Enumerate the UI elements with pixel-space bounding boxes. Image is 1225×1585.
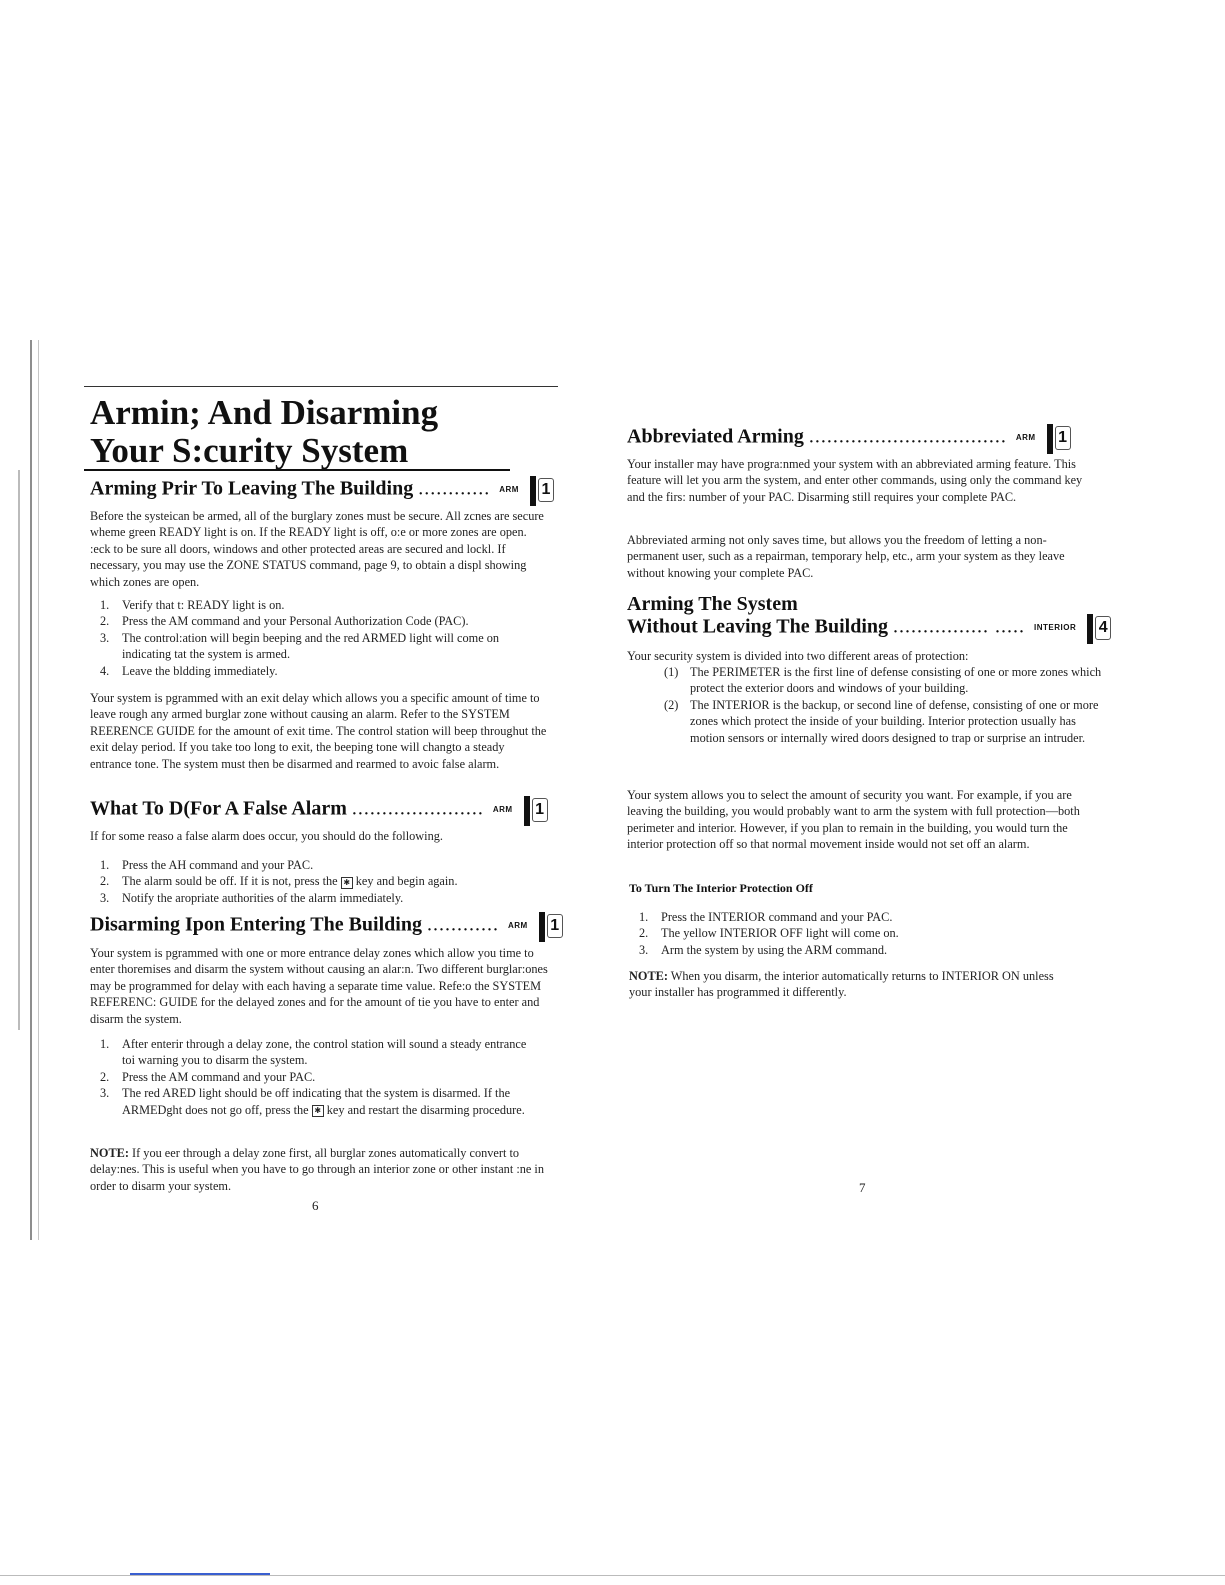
leader-dots: ................................. [808,425,1007,448]
heading-text: Abbreviated Arming [627,425,804,448]
list-item: 3. Arm the system by using the ARM command. [639,942,888,957]
heading-false-alarm [90,794,548,826]
list-item: 1. Press the INTERIOR command and your PAC. [639,910,893,924]
page-number: 7 [859,1180,866,1195]
list-item: 2. Press the AM command and your PAC. [100,1069,316,1084]
leader-dots: ............ [426,913,499,936]
leader-dots: ................ ..... [893,615,1026,638]
command-key-icon: 1 [1047,422,1071,454]
subheading-interior-off: To Turn The Interior Protection Off [629,881,813,895]
note-paragraph: NOTE: If you eer through a delay zone first, all burglar zones automatically convert to delay:nes. This is useful when you have to go through an interior zone or other instant :ne in order to disarm your system. [90,1146,544,1193]
top-rule [84,386,558,387]
paragraph-abbreviated-2: Abbreviated arming not only saves time, but allows you the freedom of letting a non-permanent user, such as a repairman, temporary help, etc., arm your system as they leave without knowing your complete PAC. [627,533,1065,580]
left-page [0,0,612,1585]
star-key-icon: ✱ [312,1105,324,1117]
page-number: 6 [312,1198,319,1213]
leader-dots: ...................... [351,797,484,820]
protection-areas-list [664,664,1102,746]
list-item: 3. The red ARED light should be off indicating that the system is disarmed. If the ARMEDght does not go off, press the ✱ key and restart the disarming procedure. [100,1086,525,1117]
list-item: 4. Leave the bldding immediately. [100,663,278,678]
mode-label: ARM [507,921,528,930]
paragraph-select-security: Your system allows you to select the amount of security you want. For example, if you are leaving the building, you would probably want to arm the system with full protection—both perimeter and interior. However, if you plan to remain in the building, you would turn the interior protection off so that normal movement inside would not set off an alarm. [627,788,1080,852]
paragraph-disarming: Your system is pgrammed with one or more entrance delay zones which allow you time to enter thoremises and disarm the system without causing an alar:n. Two different burglar:ones may be programmed for delay with each having a separate time value. Refe:o the SYSTEM REFERENC: GUIDE for the delayed zones and for the amount of tie you have to enter and disarm the system. [90,946,548,1026]
command-key-icon: 4 [1087,612,1111,644]
page-title: Armin; And Disarming Your S:curity System [90,393,439,470]
heading-abbreviated-arming [627,422,1071,454]
leader-dots: ............ [418,477,491,500]
list-item: 3. The control:ation will begin beeping and the red ARMED light will come on indicating tat the system is armed. [100,630,500,662]
command-key-icon: 1 [524,794,548,826]
mode-label: ARM [492,805,513,814]
heading-without-leaving [627,612,1111,644]
heading-arming-prior [90,474,554,506]
list-item: 2. The yellow INTERIOR OFF light will come on. [639,926,899,941]
false-alarm-steps [100,857,548,906]
title-rule [84,469,510,471]
note-label: NOTE: [629,969,668,983]
list-item: (2) The INTERIOR is the backup, or second line of defense, consisting of one or more zones which protect the inside of your building. Interior protection usually has motion sensors or internally wired doors designed to trap or surprise an intruder. [664,697,1099,745]
interior-off-steps [639,909,1079,958]
paragraph-arming-intro: Before the systeican be armed, all of the burglary zones must be secure. All zcnes are secure wheme green READY light is on. If the READY light is off, o:e or more zones are open. :eck to be sure all doors, windows and other protected areas are secured and lockl. If necessary, you may use the ZONE STATUS command, page 9, to obtain a displ showing which zones are open. [90,509,544,589]
list-item: 2. The alarm sould be off. If it is not, press the ✱ key and begin again. [100,874,458,889]
mode-label: ARM [499,485,519,494]
star-key-icon: ✱ [341,877,353,889]
list-item: 1. After enterir through a delay zone, the control station will sound a steady entrance toi warning you to disarm the system. [100,1037,527,1068]
heading-text: Disarming Ipon Entering The Building [90,913,422,936]
list-item: (1) The PERIMETER is the first line of defense consisting of one or more zones which protect the exterior doors and windows of your building. [664,665,1102,696]
bottom-rule [0,1575,1225,1576]
note-label: NOTE: [90,1146,129,1160]
heading-text: Arming Prir To Leaving The Building [90,477,414,500]
heading-arming-system: Arming The System [627,593,798,615]
list-item: 1. Verify that t: READY light is on. [100,598,285,612]
heading-text: Without Leaving The Building [627,615,889,638]
arming-steps [100,597,548,679]
paragraph-false-alarm: If for some reaso a false alarm does occur, you should do the following. [90,829,443,843]
list-item: 2. Press the AM command and your Personal Authorization Code (PAC). [100,614,469,629]
list-item: 1. Press the AH command and your PAC. [100,858,314,872]
heading-text: What To D(For A False Alarm [90,797,347,820]
list-item: 3. Notify the aropriate authorities of the alarm immediately. [100,890,404,905]
heading-disarming [90,910,563,942]
paragraph-protection-areas: Your security system is divided into two different areas of protection: [627,649,969,663]
paragraph-exit-delay: Your system is pgrammed with an exit delay which allows you a specific amount of time to leave rough any armed burglar zone without causing an alarm. Refer to the SYSTEM REERENCE GUIDE for the amount of exit time. The control station will beep throughut the exit delay period. If you take too long to exit, the beeping tone will changto a steady entrance tone. The system must then be disarmed and rearmed to avoic false alarm. [90,691,547,771]
note-paragraph: NOTE: When you disarm, the interior automatically returns to INTERIOR ON unless your installer has programmed it differently. [629,969,1054,1000]
disarming-steps [100,1036,540,1118]
bottom-link-line [130,1573,270,1575]
command-key-icon: 1 [539,910,563,942]
mode-label: INTERIOR [1034,623,1077,632]
right-page [612,0,1225,1585]
command-key-icon: 1 [530,474,554,506]
paragraph-abbreviated-1: Your installer may have progra:nmed your system with an abbreviated arming feature. This feature will let you arm the system, and enter other commands, using only the command key and the firs: number of your PAC. Disarming still requires your complete PAC. [627,457,1083,504]
mode-label: ARM [1015,433,1036,442]
